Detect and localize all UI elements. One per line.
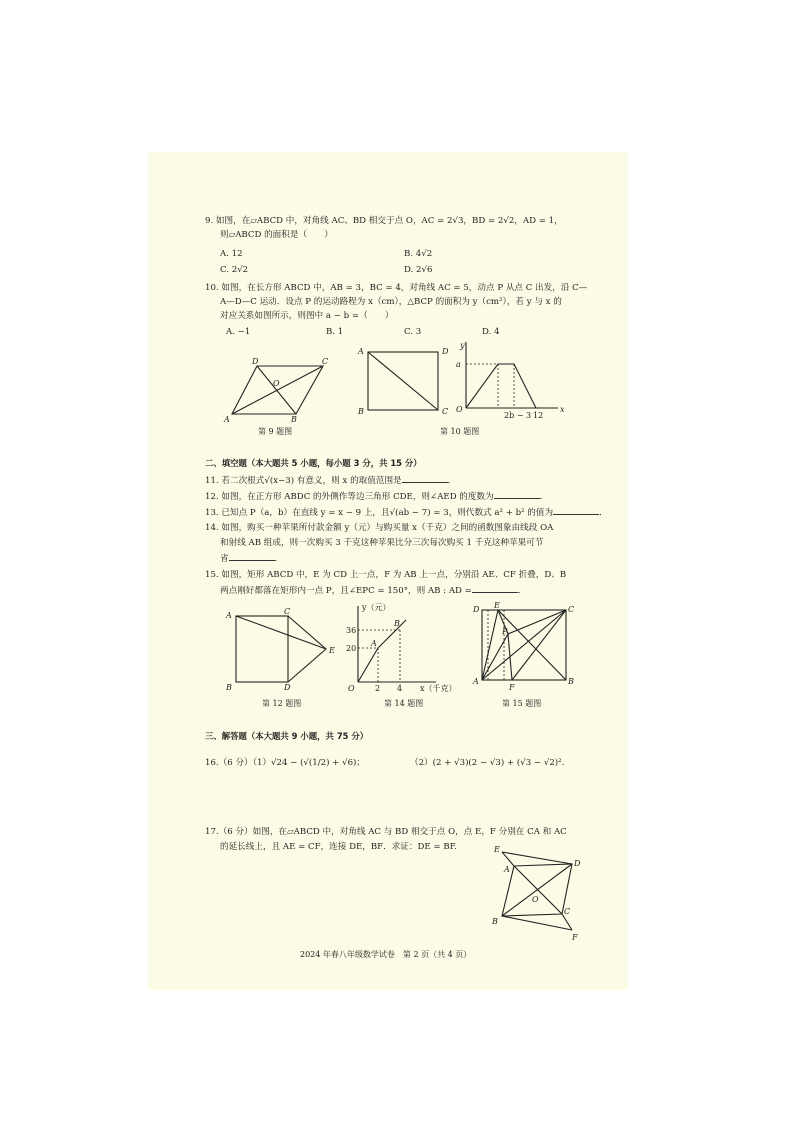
- fig15-folded-triangle: [482, 634, 512, 680]
- q14-line3: 省 ．: [220, 554, 284, 564]
- q10-stem-line3: 对应关系如图所示，则图中 a − b =（ ）: [220, 311, 394, 321]
- figure-12: [222, 606, 344, 694]
- fig10-tick-12: 12: [533, 411, 544, 420]
- fig15-label-f: F: [509, 683, 515, 692]
- q10-option-b: B. 1: [326, 327, 344, 337]
- fig15-label-d: D: [473, 605, 480, 614]
- fig14-ray-ab: [378, 620, 406, 648]
- q10-option-a: A. −1: [226, 327, 251, 337]
- fig17-label-b: B: [492, 917, 498, 926]
- fig14-tick-4: 4: [397, 684, 403, 693]
- fig12-label-c: C: [284, 607, 291, 616]
- q15-line1: 15. 如图，矩形 ABCD 中，E 为 CD 上一点，F 为 AB 上一点，分别沿 AE、CF 折叠，D、B: [205, 570, 567, 580]
- q12: 12. 如图，在正方形 ABDC 的外侧作等边三角形 CDE，则∠AED 的度数为 ．: [205, 492, 549, 502]
- figure-17: [488, 842, 584, 942]
- fig14-segment-oa: [358, 648, 378, 682]
- fig12-label-d: D: [284, 683, 291, 692]
- fig10-label-c: C: [442, 407, 449, 416]
- fig12-label-b: B: [226, 683, 232, 692]
- fig17-label-e: E: [494, 845, 500, 854]
- fig12-label-a: A: [226, 611, 232, 620]
- fig15-label-b: B: [568, 677, 574, 686]
- fig17-line-de: [502, 852, 572, 864]
- figure-9: [224, 356, 334, 426]
- q17-line1: 17.（6 分）如图，在▱ABCD 中，对角线 AC 与 BD 相交于点 O，点 E，F 分别在 CA 和 AC: [205, 827, 567, 837]
- q10-stem-line1: 10. 如图，在长方形 ABCD 中，AB = 3，BC = 4，对角线 AC = 5，动点 P 从点 C 出发，沿 C—: [205, 283, 588, 293]
- fig15-label-p: P: [502, 627, 508, 636]
- fig9-label-a: A: [224, 415, 230, 424]
- figure-15: [470, 600, 580, 692]
- q15-line2: 两点刚好都落在矩形内一点 P，且∠EPC = 150°，则 AB : AD = ．: [220, 586, 527, 596]
- fig15-label-c: C: [568, 605, 575, 614]
- q9-stem-line2: 则▱ABCD 的面积是（ ）: [220, 230, 333, 240]
- fig9-label-d: D: [252, 357, 259, 366]
- fig9-label-c: C: [322, 357, 329, 366]
- fig15-label-e: E: [494, 601, 500, 610]
- fig17-label-f: F: [572, 933, 578, 942]
- q14-line1: 14. 如图，购买一种苹果所付款金额 y（元）与购买量 x（千克）之间的函数图象由线段 OA: [205, 523, 554, 533]
- fig17-label-a: A: [504, 865, 510, 874]
- fig14-y-label: y（元）: [362, 603, 391, 612]
- fig10-label-y: y: [460, 341, 465, 350]
- fig15-line-ac: [482, 610, 566, 680]
- q9-stem-line1: 9. 如图，在▱ABCD 中，对角线 AC、BD 相交于点 O，AC = 2√3，BD = 2√2，AD = 1，: [205, 216, 563, 226]
- figure-14: [344, 600, 464, 694]
- fig12-caption: 第 12 题图: [262, 699, 302, 708]
- section-2-title: 二、填空题（本大题共 5 小题，每小题 3 分，共 15 分）: [205, 458, 422, 468]
- q11: 11. 若二次根式√(x−3) 有意义，则 x 的取值范围是 ．: [205, 476, 457, 486]
- fig15-fold-cf: [512, 610, 566, 680]
- q9-option-d: D. 2√6: [404, 265, 433, 275]
- fig10-label-b: B: [358, 407, 364, 416]
- fig14-label-b: B: [394, 619, 400, 628]
- q9-option-b: B. 4√2: [404, 249, 433, 259]
- fig10-label-a-value: a: [456, 360, 461, 369]
- q10-option-c: C. 3: [404, 327, 422, 337]
- fig9-diagonal-bd: [257, 366, 296, 414]
- figure-10-graph: [452, 338, 570, 422]
- q16-part2: （2）(2 + √3)(2 − √3) + (√3 − √2)².: [410, 758, 565, 768]
- fig10-label-a: A: [358, 347, 364, 356]
- figure-10-rectangle: [354, 344, 454, 418]
- fig12-triangle: [288, 616, 326, 682]
- section-3-title: 三、解答题（本大题共 9 小题，共 75 分）: [205, 731, 369, 741]
- q10-stem-line2: A—D—C 运动．设点 P 的运动路程为 x（cm），△BCP 的面积为 y（cm²），若 y 与 x 的: [220, 297, 562, 307]
- q10-option-d: D. 4: [482, 327, 500, 337]
- fig17-diagonal-ac: [514, 866, 562, 914]
- fig17-label-o: O: [532, 895, 539, 904]
- fig15-fold-ae: [482, 610, 498, 680]
- fig10-diagonal: [368, 352, 438, 410]
- page-footer: 2024 年春八年级数学试卷 第 2 页（共 4 页）: [300, 950, 472, 959]
- fig14-tick-36: 36: [346, 626, 357, 635]
- fig15-line-eb: [498, 610, 566, 680]
- fig12-line-ae: [236, 616, 326, 649]
- fig10-caption: 第 10 题图: [440, 427, 480, 436]
- fig14-caption: 第 14 题图: [384, 699, 424, 708]
- fig9-caption: 第 9 题图: [258, 427, 293, 436]
- fig14-tick-20: 20: [346, 644, 357, 653]
- fig10-label-d: D: [442, 347, 449, 356]
- q17-line2: 的延长线上，且 AE = CF，连接 DE，BF．求证：DE = BF.: [220, 842, 457, 852]
- fig9-label-o: O: [273, 379, 280, 388]
- q9-option-a: A. 12: [220, 249, 243, 259]
- fig17-line-cf: [562, 914, 572, 930]
- fig12-label-e: E: [329, 646, 335, 655]
- fig17-label-c: C: [564, 907, 571, 916]
- q14-line2: 和射线 AB 组成，则一次购买 3 千克这种苹果比分三次每次购买 1 千克这种苹果可节: [220, 538, 544, 548]
- fig14-label-a: A: [371, 639, 377, 648]
- fig15-caption: 第 15 题图: [502, 699, 542, 708]
- fig10-label-x: x: [560, 405, 565, 414]
- fig14-tick-2: 2: [375, 684, 381, 693]
- q16-part1: 16.（6 分）（1）√24 − (√(1/2) + √6)；: [205, 758, 365, 768]
- q13: 13. 已知点 P（a，b）在直线 y = x − 9 上，且√(ab − 7) = 3，则代数式 a² + b² 的值为 ．: [205, 508, 608, 518]
- fig9-label-b: B: [291, 415, 297, 424]
- fig14-label-o: O: [348, 684, 355, 693]
- q9-option-c: C. 2√2: [220, 265, 249, 275]
- fig10-label-origin: O: [456, 405, 463, 414]
- fig17-label-d: D: [574, 859, 581, 868]
- fig10-graph-line: [466, 364, 536, 408]
- fig14-x-label: x（千克）: [420, 684, 457, 693]
- fig10-tick-2b-3: 2b − 3: [504, 411, 532, 420]
- fig15-label-a: A: [473, 677, 479, 686]
- fig17-line-bf: [502, 916, 572, 930]
